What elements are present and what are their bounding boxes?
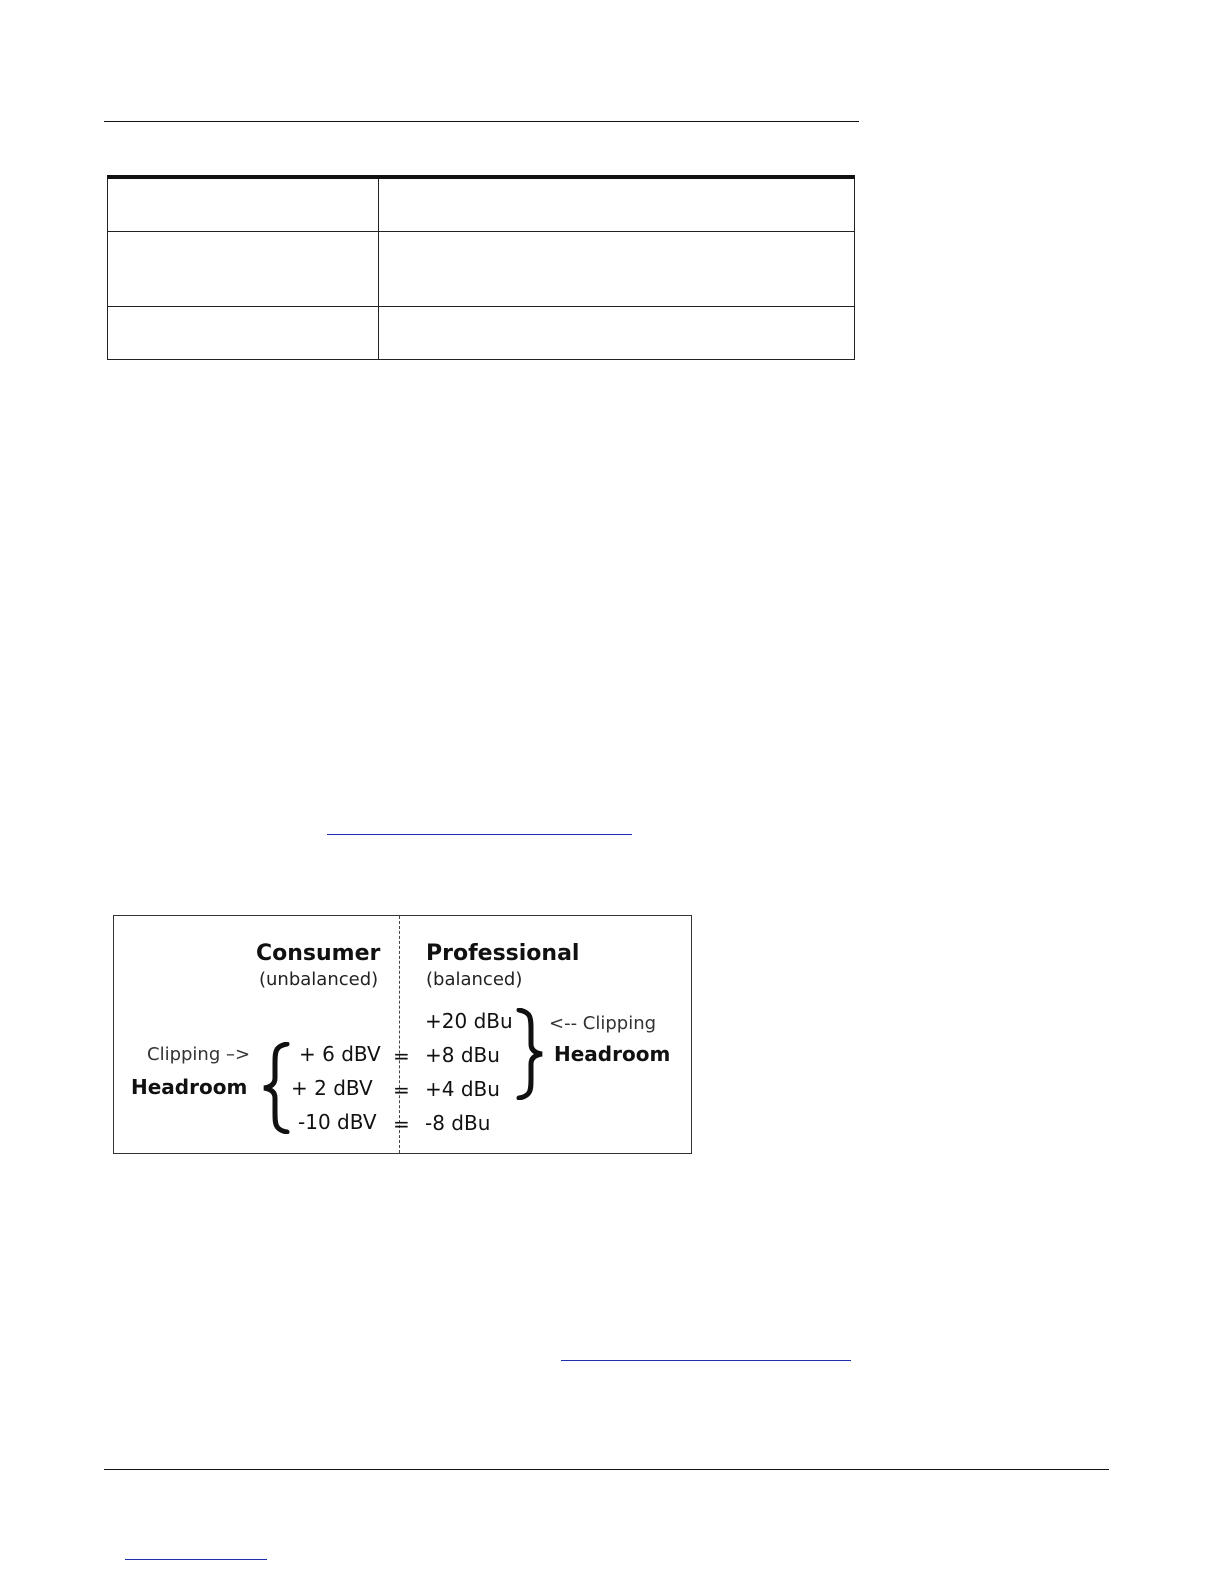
header-rule (104, 121, 859, 122)
levels-table (107, 175, 855, 360)
consumer-heading: Consumer (256, 941, 381, 966)
consumer-level: -10 dBV (298, 1110, 377, 1134)
footer-link-underline[interactable] (125, 1559, 267, 1560)
right-brace-icon (515, 1008, 545, 1100)
professional-level: +4 dBu (425, 1077, 500, 1101)
consumer-headroom-label: Headroom (131, 1075, 248, 1099)
professional-clipping-label: <-- Clipping (549, 1013, 657, 1034)
left-brace-icon (261, 1042, 291, 1134)
consumer-level: + 6 dBV (299, 1042, 381, 1066)
level-comparison-diagram (113, 915, 692, 1154)
equals-sign: = (393, 1044, 410, 1068)
hyperlink-underline[interactable] (561, 1360, 851, 1361)
professional-heading: Professional (426, 941, 580, 966)
equals-sign: = (393, 1078, 410, 1102)
table-row-divider (108, 231, 854, 232)
equals-sign: = (393, 1112, 410, 1136)
hyperlink-underline[interactable] (327, 834, 632, 835)
consumer-level: + 2 dBV (291, 1076, 373, 1100)
consumer-clipping-label: Clipping –> (147, 1044, 251, 1065)
professional-level: -8 dBu (425, 1111, 491, 1135)
table-row-divider (108, 306, 854, 307)
professional-subheading: (balanced) (426, 969, 523, 990)
table-column-divider (378, 179, 379, 359)
footer-rule (104, 1469, 1109, 1470)
professional-level: +8 dBu (425, 1043, 500, 1067)
professional-level: +20 dBu (425, 1009, 513, 1033)
professional-headroom-label: Headroom (554, 1042, 671, 1066)
consumer-subheading: (unbalanced) (259, 969, 379, 990)
